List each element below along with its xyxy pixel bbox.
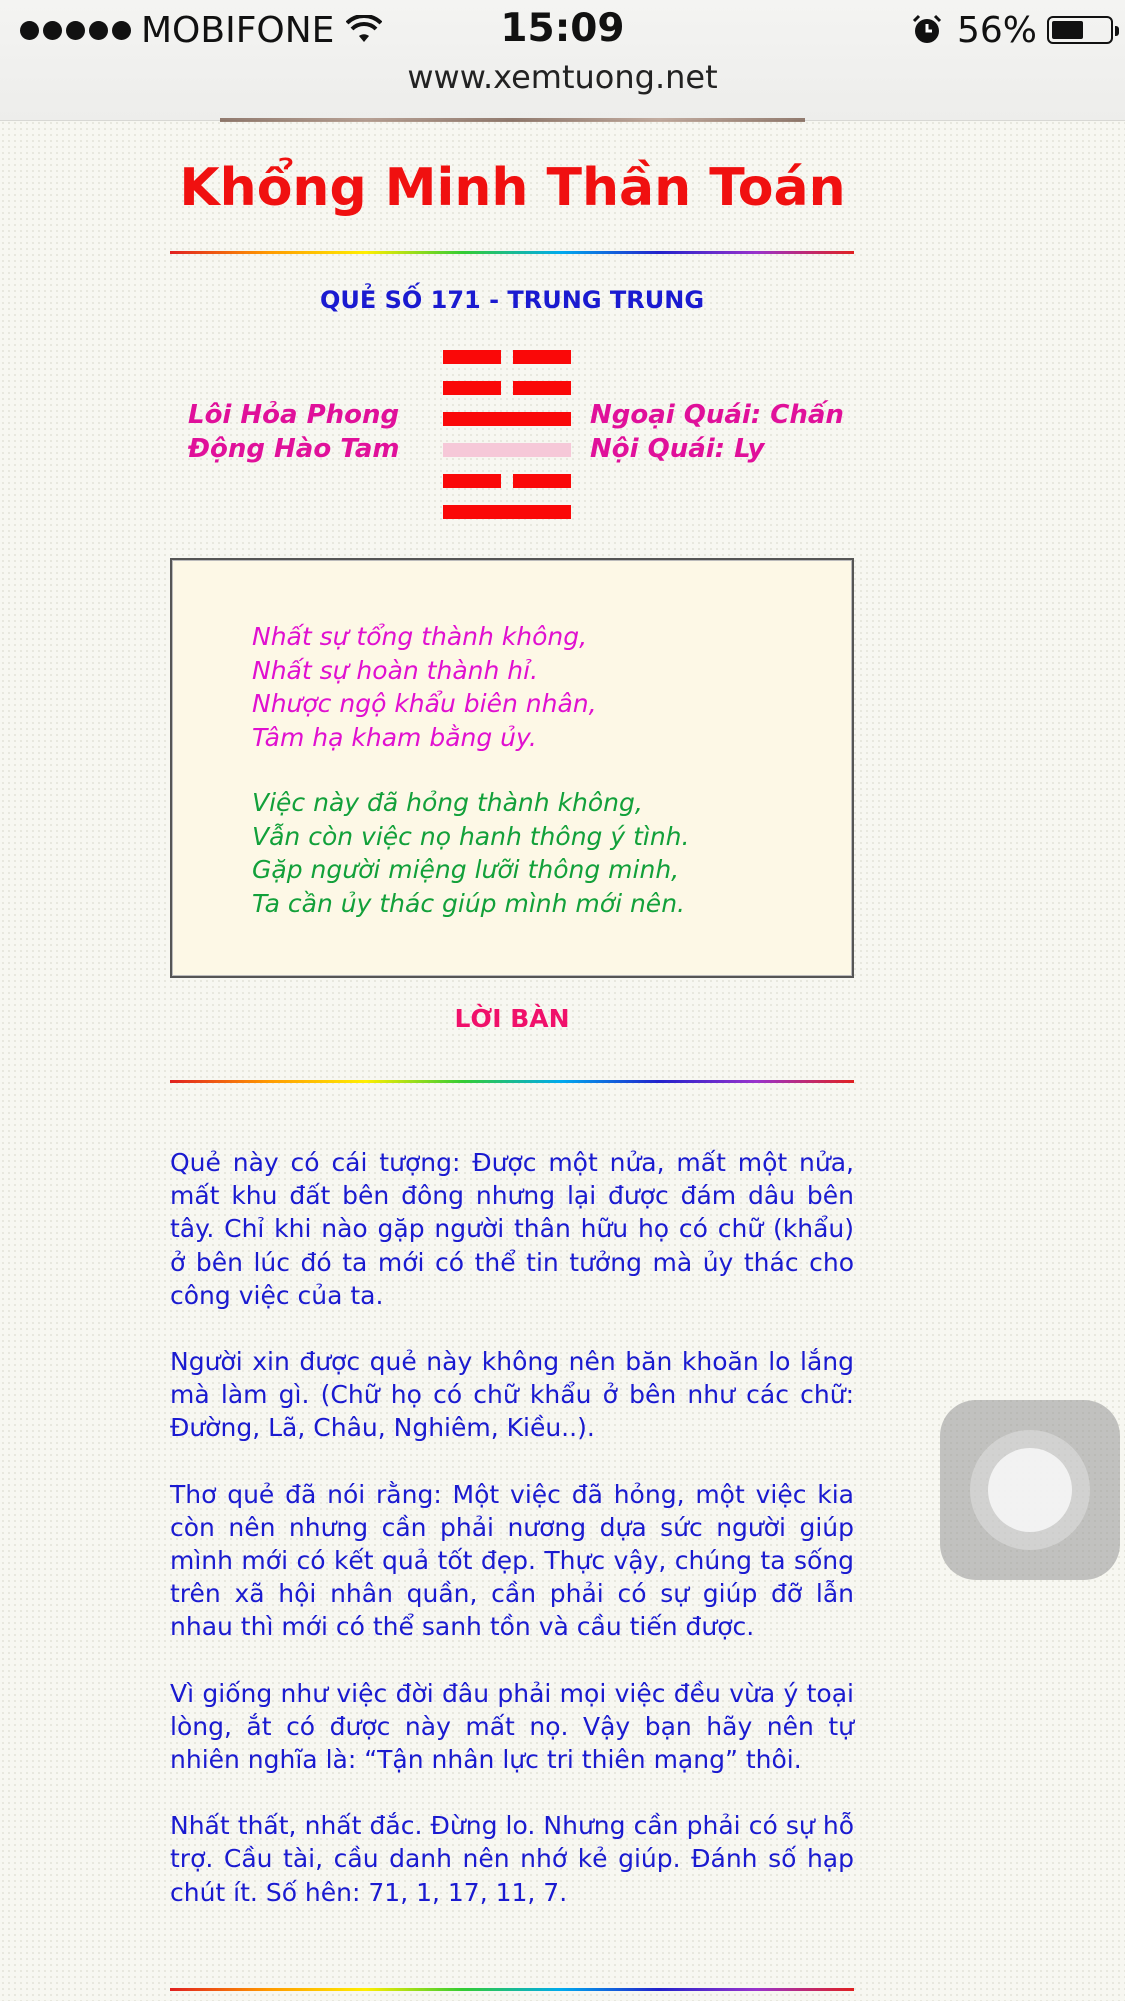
hexagram-line [443, 381, 571, 395]
commentary-paragraph: Vì giống như việc đời đâu phải mọi việc đều vừa ý toại lòng, ắt có được này mất nọ. Vậy bạn hãy nên tự nhiên nghĩa là: “Tận nhân lực tri thiên mạng” thôi. [170, 1678, 854, 1775]
poem-original [252, 620, 597, 754]
hexagram-name-block [188, 398, 400, 466]
outer-trigram: Ngoại Quái: Chấn [590, 400, 844, 430]
poem-line: Nhất sự tổng thành không, [252, 622, 588, 651]
hexagram-name: Lôi Hỏa Phong [188, 400, 400, 430]
poem-line: Tâm hạ kham bằng ủy. [252, 722, 537, 752]
poem-line: Vẫn còn việc nọ hanh thông ý tình. [252, 821, 690, 851]
poem-box [170, 558, 854, 978]
status-right [911, 8, 1113, 52]
poem-line: Gặp người miệng lưỡi thông minh, [252, 855, 680, 884]
poem-line: Ta cần ủy thác giúp mình mới nên. [252, 888, 685, 918]
assistive-touch-button[interactable] [940, 1400, 1120, 1580]
carrier-name: MOBIFONE [141, 9, 335, 51]
commentary-title: LỜI BÀN [454, 1004, 570, 1033]
rainbow-divider [170, 1988, 854, 1991]
battery-percent: 56% [956, 9, 1037, 51]
assistive-touch-center-icon [988, 1448, 1072, 1532]
alarm-icon [911, 14, 943, 46]
inner-trigram: Nội Quái: Ly [590, 434, 765, 464]
hexagram-moving-line [443, 443, 571, 457]
browser-chrome [0, 0, 1125, 121]
poem-line: Việc này đã hỏng thành không, [252, 788, 643, 817]
hexagram-line [443, 350, 571, 364]
battery-icon [1047, 16, 1113, 44]
url-bar[interactable]: www.xemtuong.net [407, 58, 718, 96]
poem-line: Nhất sự hoàn thành hỉ. [252, 655, 539, 685]
hexagram-line [443, 474, 571, 488]
moving-line-label: Động Hào Tam [188, 434, 400, 464]
commentary-body [170, 1146, 854, 1942]
hexagram-line [443, 412, 571, 426]
rainbow-divider [170, 251, 854, 254]
page-title: Khổng Minh Thần Toán [179, 158, 846, 218]
poem-translation [252, 786, 689, 920]
commentary-paragraph: Quẻ này có cái tượng: Được một nửa, mất một nửa, mất khu đất bên đông nhưng lại được đám dâu bên tây. Chỉ khi nào gặp người thân hữu họ có chữ (khẩu) ở bên lúc đó ta mới có thể tin tưởng mà ủy thác cho công việc của ta. [170, 1148, 854, 1310]
hexagram-line [443, 505, 571, 519]
commentary-paragraph: Nhất thất, nhất đắc. Đừng lo. Nhưng cần phải có sự hỗ trợ. Cầu tài, cầu danh nên nhớ kẻ giúp. Đánh số hạp chút ít. Số hên: 71, 1, 17, 11, 7. [170, 1811, 854, 1907]
header-banner-strip [220, 118, 805, 122]
hexagram-title: QUẺ SỐ 171 - TRUNG TRUNG [319, 286, 705, 314]
hexagram-figure [443, 350, 571, 536]
commentary-paragraph: Thơ quẻ đã nói rằng: Một việc đã hỏng, một việc kia còn nên nhưng cần phải nương dựa sức người giúp mình mới có kết quả tốt đẹp. Thực vậy, chúng ta sống trên xã hội nhân quần, cần phải có sự giúp đỡ lẫn nhau thì mới có thể sanh tồn và cầu tiến được. [170, 1479, 854, 1642]
poem-line: Nhược ngộ khẩu biên nhân, [252, 689, 597, 718]
clock: 15:09 [500, 6, 625, 51]
trigram-block [590, 398, 844, 466]
commentary-paragraph: Người xin được quẻ này không nên băn khoăn lo lắng mà làm gì. (Chữ họ có chữ khẩu ở bên như các chữ: Đường, Lã, Châu, Nghiêm, Kiều..). [170, 1347, 854, 1443]
rainbow-divider [170, 1080, 854, 1083]
